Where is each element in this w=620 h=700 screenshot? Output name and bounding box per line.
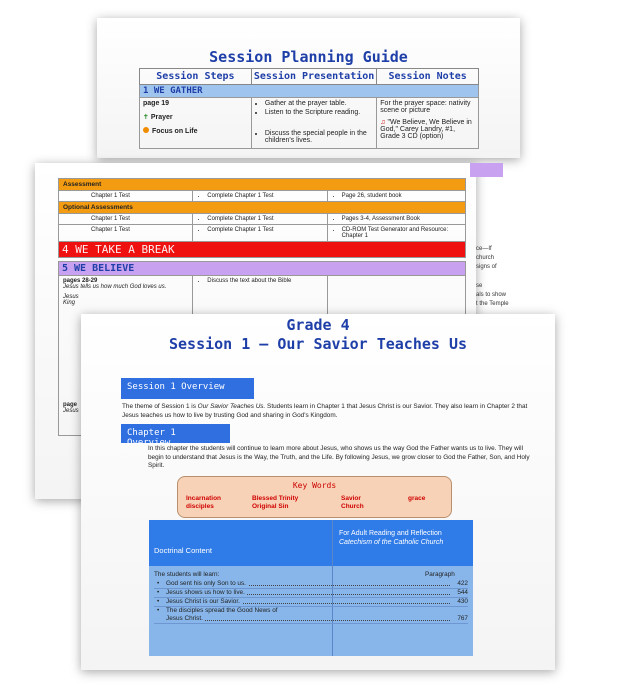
believe-pages: pages 28-29 xyxy=(63,278,98,284)
side-note: als to show xyxy=(476,292,507,298)
key-word: disciples xyxy=(186,503,214,510)
key-word: Savior xyxy=(341,495,361,502)
session-overview-banner: Session 1 Overview xyxy=(121,378,254,399)
planning-title: Session Planning Guide xyxy=(209,48,408,66)
key-word: Church xyxy=(341,503,364,510)
side-note: t the Temple xyxy=(476,301,509,307)
learn-item: God sent his only Son to us. xyxy=(166,580,246,587)
session-title: Session 1 – Our Savior Teaches Us xyxy=(168,335,467,353)
orange-dot-icon xyxy=(143,127,149,133)
learn-item: The disciples spread the Good News of xyxy=(166,607,278,614)
bullet-icon: • xyxy=(157,589,160,596)
believe-sub2: King xyxy=(63,300,76,306)
note-song: "We Believe, We Believe in God," Carey Landry, #1, Grade 3 CD (option) xyxy=(380,119,472,140)
learn-row xyxy=(154,598,468,607)
side-purple-band xyxy=(470,163,503,177)
side-notes xyxy=(476,245,536,309)
session-overview-text xyxy=(122,403,530,420)
believe-sub: Jesus xyxy=(63,294,79,300)
assess-cell: • CD-ROM Test Generator and Resource: Chapter 1 xyxy=(342,227,461,239)
doctrinal-header xyxy=(149,520,473,566)
learn-row xyxy=(154,607,468,624)
chapter-overview-text: In this chapter the students will continue to learn more about Jesus, who shows us the way God the Father wants us to live. They will begin to understand that Jesus is the Way, the Truth, and the Life. By following Jesus, we grow closer to God the Father, Son, and Holy Spirit. xyxy=(148,445,530,469)
doctrinal-content-table xyxy=(149,520,473,656)
bottom-label: page xyxy=(63,402,78,408)
learn-label: The students will learn: xyxy=(154,571,220,578)
assess-cell: • Pages 3-4, Assessment Book xyxy=(342,216,461,222)
presentation-item: • Listen to the Scripture reading. xyxy=(265,109,373,116)
music-note-icon: ♫ xyxy=(380,119,386,126)
bullet-icon: • xyxy=(157,607,160,614)
presentation-item: • Gather at the prayer table. xyxy=(265,100,373,107)
step-prayer: Prayer xyxy=(150,114,173,121)
paragraph-number: 422 xyxy=(457,580,468,587)
cross-icon: ✝ xyxy=(143,114,149,121)
learn-row xyxy=(154,589,468,598)
paragraph-number: 544 xyxy=(457,589,468,596)
paragraph-number: 767 xyxy=(457,615,468,622)
we-believe-band: 5 WE BELIEVE xyxy=(59,262,466,276)
session-overview-sheet xyxy=(81,314,555,670)
believe-bullet: • Discuss the text about the Bible xyxy=(207,278,322,284)
assess-cell: • Complete Chapter 1 Test xyxy=(207,216,322,222)
assess-cell: • Page 26, student book xyxy=(342,193,461,199)
grade-title: Grade 4 xyxy=(286,316,350,334)
planning-table xyxy=(139,68,479,149)
key-words-title: Key Words xyxy=(292,481,337,490)
col-session-steps: Session Steps xyxy=(140,69,252,85)
bullet-icon: • xyxy=(157,580,160,587)
col-session-notes: Session Notes xyxy=(377,69,479,85)
doctrinal-right-header: For Adult Reading and Reflection xyxy=(339,530,442,537)
we-gather-band: 1 WE GATHER xyxy=(140,85,479,98)
session-planning-sheet xyxy=(97,18,520,158)
key-word: Blessed Trinity xyxy=(252,495,299,502)
gather-page: page 19 xyxy=(143,100,170,107)
believe-text: Jesus tells us how much God loves us. xyxy=(63,284,167,290)
paragraph-number: 430 xyxy=(457,598,468,605)
step-focus: Focus on Life xyxy=(152,128,198,135)
key-word: grace xyxy=(408,495,426,502)
note-prayer-space: For the prayer space: nativity scene or picture xyxy=(380,100,471,114)
side-note: church xyxy=(476,255,495,261)
assess-cell: Chapter 1 Test xyxy=(59,225,193,242)
paragraph-label: Paragraph xyxy=(425,571,455,578)
bullet-icon: • xyxy=(157,598,160,605)
presentation-item: • Discuss the special people in the children's lives. xyxy=(265,130,373,144)
optional-assessments-band: Optional Assessments xyxy=(59,202,466,214)
key-words-box xyxy=(177,476,452,518)
col-session-presentation: Session Presentation xyxy=(251,69,376,85)
we-take-a-break-band: 4 WE TAKE A BREAK xyxy=(59,242,466,258)
bottom-text: Jesus xyxy=(63,408,79,414)
assess-cell: Chapter 1 Test xyxy=(59,191,193,202)
doctrinal-left-header: Doctrinal Content xyxy=(154,546,212,555)
assess-cell: Chapter 1 Test xyxy=(59,214,193,225)
catechism-header: Catechism of the Catholic Church xyxy=(339,539,444,546)
key-word: Incarnation xyxy=(186,495,222,502)
assessment-band: Assessment xyxy=(59,179,466,191)
session-text-em: Our Savior Teaches Us. xyxy=(197,403,266,410)
key-word: Original Sin xyxy=(252,503,289,510)
side-note: se xyxy=(476,283,483,289)
learn-item: Jesus shows us how to live. xyxy=(166,589,245,596)
chapter-overview-banner: Chapter 1 Overview xyxy=(121,424,230,443)
learn-item: Jesus Christ is our Savior. xyxy=(166,598,240,605)
learn-item-cont: Jesus Christ. xyxy=(166,615,203,622)
session-text-a: The theme of Session 1 is xyxy=(122,403,198,410)
learn-row xyxy=(154,580,468,589)
side-note: signs of xyxy=(476,264,497,270)
session-text-b: Students learn in Chapter 1 that Jesus Christ is our Savior. They also learn in Chapter 2 that Jesus teaches us how to live by trusting God and sharing in God's Kingdom. xyxy=(122,403,528,419)
assess-cell: • Complete Chapter 1 Test xyxy=(207,227,322,233)
side-note: ce—If xyxy=(476,246,492,252)
assess-cell: • Complete Chapter 1 Test xyxy=(207,193,322,199)
